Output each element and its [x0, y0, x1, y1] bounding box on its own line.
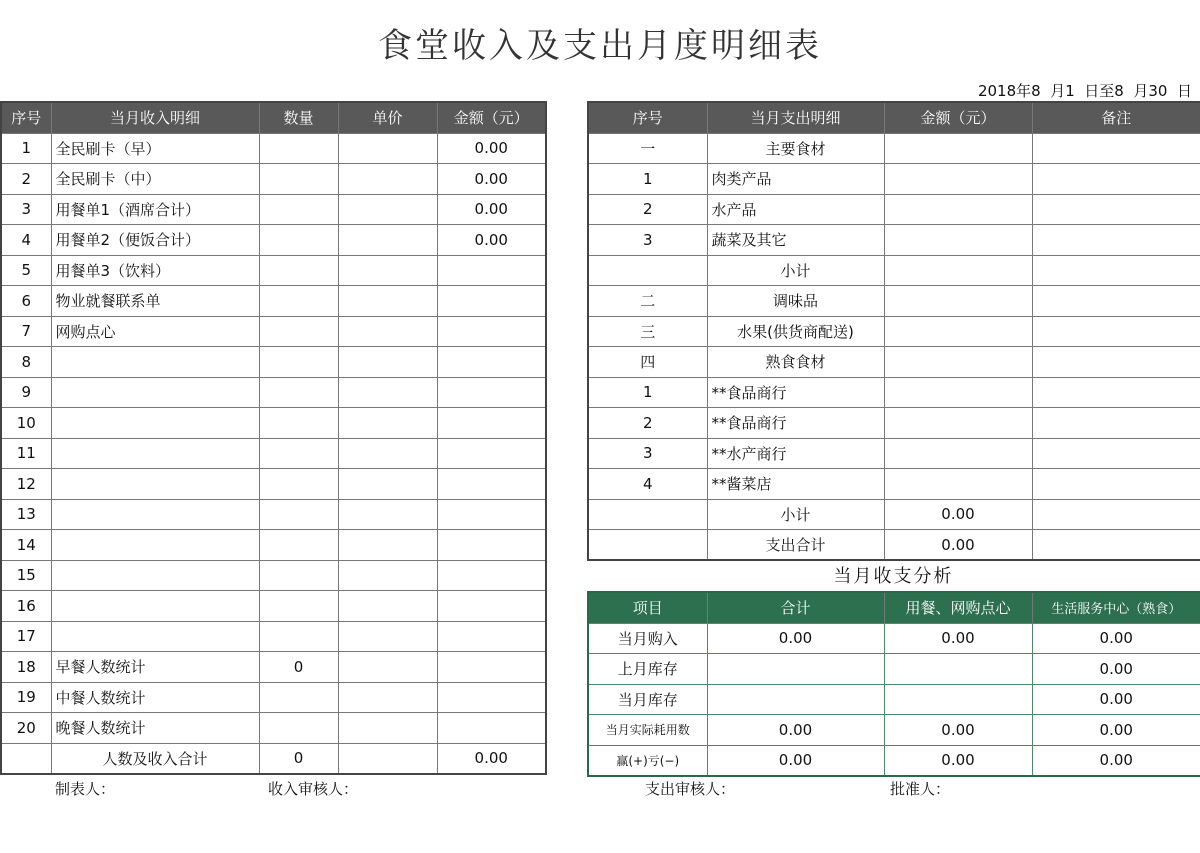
amount-cell[interactable] [437, 591, 546, 622]
index-cell[interactable]: 四 [588, 347, 707, 378]
expense-item-cell[interactable]: 支出合计 [707, 530, 884, 561]
amount-cell[interactable] [437, 377, 546, 408]
meal-cell[interactable]: 0.00 [884, 745, 1032, 776]
qty-cell[interactable] [259, 255, 338, 286]
note-cell[interactable] [1032, 255, 1200, 286]
income-item-cell[interactable]: 晚餐人数统计 [51, 713, 259, 744]
qty-cell[interactable] [259, 164, 338, 195]
amount-cell[interactable] [884, 194, 1032, 225]
price-cell[interactable] [338, 133, 437, 164]
amount-cell[interactable] [437, 286, 546, 317]
expense-item-cell[interactable]: 调味品 [707, 286, 884, 317]
income-total-row [1, 743, 546, 774]
amount-cell[interactable] [437, 499, 546, 530]
index-cell[interactable]: 二 [588, 286, 707, 317]
note-cell[interactable] [1032, 408, 1200, 439]
index-cell[interactable]: 14 [1, 530, 51, 561]
price-cell[interactable] [338, 560, 437, 591]
table-row [588, 623, 1200, 654]
table-row [588, 377, 1200, 408]
qty-cell[interactable] [259, 316, 338, 347]
expense-item-cell[interactable]: **酱菜店 [707, 469, 884, 500]
table-row [1, 713, 546, 744]
price-cell[interactable] [338, 408, 437, 439]
price-cell[interactable] [338, 499, 437, 530]
note-cell[interactable] [1032, 133, 1200, 164]
qty-cell[interactable] [259, 225, 338, 256]
table-row [1, 560, 546, 591]
analysis-item-cell[interactable]: 当月库存 [588, 684, 707, 715]
qty-cell[interactable] [259, 133, 338, 164]
header-cell: 用餐、网购点心 [884, 592, 1032, 623]
index-cell[interactable]: 一 [588, 133, 707, 164]
amount-cell[interactable] [437, 438, 546, 469]
qty-cell[interactable] [259, 499, 338, 530]
table-row [588, 715, 1200, 746]
header-cell: 数量 [259, 102, 338, 133]
amount-cell[interactable] [437, 316, 546, 347]
index-cell[interactable]: 10 [1, 408, 51, 439]
note-cell[interactable] [1032, 438, 1200, 469]
index-cell[interactable]: 9 [1, 377, 51, 408]
table-row [1, 347, 546, 378]
amount-cell[interactable]: 0.00 [437, 164, 546, 195]
expense-item-cell[interactable]: 水果(供货商配送) [707, 316, 884, 347]
qty-cell[interactable] [259, 560, 338, 591]
table-row [1, 408, 546, 439]
income-item-cell[interactable]: 物业就餐联系单 [51, 286, 259, 317]
amount-cell[interactable] [884, 316, 1032, 347]
income-item-cell[interactable] [51, 621, 259, 652]
table-row [1, 164, 546, 195]
expense-item-cell[interactable]: **水产商行 [707, 438, 884, 469]
price-cell[interactable] [338, 469, 437, 500]
table-row [588, 225, 1200, 256]
note-cell[interactable] [1032, 194, 1200, 225]
amount-cell[interactable] [437, 255, 546, 286]
amount-cell[interactable] [437, 408, 546, 439]
qty-cell[interactable] [259, 408, 338, 439]
expense-header-row [588, 102, 1200, 133]
price-cell[interactable] [338, 255, 437, 286]
index-cell[interactable]: 6 [1, 286, 51, 317]
maker-label: 制表人： [55, 780, 116, 798]
analysis-table [587, 591, 1200, 777]
amount-cell[interactable] [437, 560, 546, 591]
qty-cell[interactable] [259, 286, 338, 317]
amount-cell[interactable] [437, 713, 546, 744]
index-cell[interactable] [588, 530, 707, 561]
index-cell[interactable]: 2 [1, 164, 51, 195]
analysis-item-cell[interactable]: 当月实际耗用数 [588, 715, 707, 746]
income-item-cell[interactable] [51, 408, 259, 439]
approver-label: 批准人： [890, 780, 951, 798]
table-row [1, 591, 546, 622]
table-row [1, 682, 546, 713]
table-row [1, 499, 546, 530]
income-item-cell[interactable] [51, 530, 259, 561]
index-cell[interactable]: 12 [1, 469, 51, 500]
index-cell[interactable]: 1 [1, 133, 51, 164]
analysis-item-cell[interactable]: 当月购入 [588, 623, 707, 654]
header-cell: 序号 [1, 102, 51, 133]
total-cell[interactable]: 0.00 [707, 745, 884, 776]
amount-cell[interactable] [884, 164, 1032, 195]
table-row [1, 621, 546, 652]
index-cell[interactable]: 15 [1, 560, 51, 591]
expense-auditor-label: 支出审核人： [645, 780, 736, 798]
qty-cell[interactable] [259, 591, 338, 622]
note-cell[interactable] [1032, 164, 1200, 195]
qty-cell[interactable] [259, 377, 338, 408]
income-item-cell[interactable] [51, 591, 259, 622]
total-qty-cell[interactable]: 0 [259, 743, 338, 774]
income-header-row [1, 102, 546, 133]
total-cell[interactable]: 0.00 [707, 715, 884, 746]
price-cell[interactable] [338, 652, 437, 683]
index-cell[interactable]: 3 [588, 225, 707, 256]
index-cell[interactable]: 4 [1, 225, 51, 256]
index-cell[interactable]: 2 [588, 194, 707, 225]
header-cell: 单价 [338, 102, 437, 133]
index-cell[interactable]: 17 [1, 621, 51, 652]
income-item-cell[interactable] [51, 377, 259, 408]
index-cell[interactable]: 4 [588, 469, 707, 500]
total-index-cell[interactable] [1, 743, 51, 774]
total-label-cell[interactable]: 人数及收入合计 [51, 743, 259, 774]
expense-item-cell[interactable]: 主要食材 [707, 133, 884, 164]
header-cell: 当月收入明细 [51, 102, 259, 133]
amount-cell[interactable] [884, 286, 1032, 317]
price-cell[interactable] [338, 164, 437, 195]
header-cell: 当月支出明细 [707, 102, 884, 133]
index-cell[interactable] [588, 499, 707, 530]
table-row [588, 316, 1200, 347]
note-cell[interactable] [1032, 286, 1200, 317]
table-row [1, 438, 546, 469]
income-item-cell[interactable]: 全民刷卡（中） [51, 164, 259, 195]
table-row [588, 499, 1200, 530]
price-cell[interactable] [338, 194, 437, 225]
note-cell[interactable] [1032, 499, 1200, 530]
index-cell[interactable] [588, 255, 707, 286]
amount-cell[interactable]: 0.00 [437, 194, 546, 225]
table-row [588, 255, 1200, 286]
amount-cell[interactable] [437, 347, 546, 378]
qty-cell[interactable] [259, 194, 338, 225]
price-cell[interactable] [338, 225, 437, 256]
expense-item-cell[interactable]: **食品商行 [707, 408, 884, 439]
amount-cell[interactable] [884, 377, 1032, 408]
index-cell[interactable]: 5 [1, 255, 51, 286]
table-row [588, 684, 1200, 715]
table-row [588, 469, 1200, 500]
amount-cell[interactable] [884, 469, 1032, 500]
expense-item-cell[interactable]: **食品商行 [707, 377, 884, 408]
amount-cell[interactable]: 0.00 [437, 225, 546, 256]
total-price-cell[interactable] [338, 743, 437, 774]
table-row [1, 133, 546, 164]
amount-cell[interactable] [884, 133, 1032, 164]
service-center-cell[interactable]: 0.00 [1032, 654, 1200, 685]
header-cell: 项目 [588, 592, 707, 623]
index-cell[interactable]: 18 [1, 652, 51, 683]
income-table [0, 101, 547, 775]
expense-item-cell[interactable]: 小计 [707, 499, 884, 530]
table-row [588, 530, 1200, 561]
price-cell[interactable] [338, 591, 437, 622]
qty-cell[interactable]: 0 [259, 652, 338, 683]
amount-cell[interactable] [884, 347, 1032, 378]
index-cell[interactable]: 16 [1, 591, 51, 622]
amount-cell[interactable]: 0.00 [884, 499, 1032, 530]
meal-cell[interactable]: 0.00 [884, 715, 1032, 746]
amount-cell[interactable] [437, 530, 546, 561]
amount-cell[interactable] [437, 682, 546, 713]
qty-cell[interactable] [259, 347, 338, 378]
table-row [588, 347, 1200, 378]
amount-cell[interactable] [884, 408, 1032, 439]
date-range: 2018年8 月1 日至8 月30 日 [977, 82, 1192, 100]
header-cell: 序号 [588, 102, 707, 133]
header-cell: 金额（元） [437, 102, 546, 133]
header-cell: 生活服务中心（熟食） [1032, 592, 1200, 623]
index-cell[interactable]: 8 [1, 347, 51, 378]
income-item-cell[interactable] [51, 438, 259, 469]
total-cell[interactable]: 0.00 [707, 623, 884, 654]
page-title: 食堂收入及支出月度明细表 [378, 26, 822, 66]
amount-cell[interactable] [884, 255, 1032, 286]
meal-cell[interactable]: 0.00 [884, 623, 1032, 654]
total-cell[interactable] [707, 684, 884, 715]
note-cell[interactable] [1032, 469, 1200, 500]
index-cell[interactable]: 三 [588, 316, 707, 347]
header-cell: 金额（元） [884, 102, 1032, 133]
index-cell[interactable]: 1 [588, 164, 707, 195]
amount-cell[interactable] [437, 621, 546, 652]
qty-cell[interactable] [259, 469, 338, 500]
service-center-cell[interactable]: 0.00 [1032, 623, 1200, 654]
income-item-cell[interactable]: 全民刷卡（早） [51, 133, 259, 164]
price-cell[interactable] [338, 347, 437, 378]
income-item-cell[interactable]: 中餐人数统计 [51, 682, 259, 713]
service-center-cell[interactable]: 0.00 [1032, 684, 1200, 715]
table-row [1, 530, 546, 561]
amount-cell[interactable] [884, 225, 1032, 256]
price-cell[interactable] [338, 316, 437, 347]
income-item-cell[interactable] [51, 560, 259, 591]
note-cell[interactable] [1032, 225, 1200, 256]
meal-cell[interactable] [884, 684, 1032, 715]
index-cell[interactable]: 3 [1, 194, 51, 225]
index-cell[interactable]: 2 [588, 408, 707, 439]
analysis-item-cell[interactable]: 赢(+)亏(−) [588, 745, 707, 776]
income-auditor-label: 收入审核人： [268, 780, 359, 798]
header-cell: 合计 [707, 592, 884, 623]
table-row [1, 255, 546, 286]
qty-cell[interactable] [259, 713, 338, 744]
qty-cell[interactable] [259, 682, 338, 713]
amount-cell[interactable]: 0.00 [884, 530, 1032, 561]
index-cell[interactable]: 19 [1, 682, 51, 713]
expense-item-cell[interactable]: 水产品 [707, 194, 884, 225]
table-row [1, 652, 546, 683]
note-cell[interactable] [1032, 530, 1200, 561]
qty-cell[interactable] [259, 438, 338, 469]
service-center-cell[interactable]: 0.00 [1032, 715, 1200, 746]
income-item-cell[interactable]: 用餐单1（酒席合计） [51, 194, 259, 225]
index-cell[interactable]: 20 [1, 713, 51, 744]
expense-item-cell[interactable]: 肉类产品 [707, 164, 884, 195]
amount-cell[interactable] [437, 652, 546, 683]
expense-item-cell[interactable]: 熟食食材 [707, 347, 884, 378]
income-item-cell[interactable]: 用餐单3（饮料） [51, 255, 259, 286]
price-cell[interactable] [338, 621, 437, 652]
expense-item-cell[interactable]: 蔬菜及其它 [707, 225, 884, 256]
table-row [588, 133, 1200, 164]
index-cell[interactable]: 1 [588, 377, 707, 408]
qty-cell[interactable] [259, 621, 338, 652]
price-cell[interactable] [338, 286, 437, 317]
index-cell[interactable]: 3 [588, 438, 707, 469]
price-cell[interactable] [338, 713, 437, 744]
note-cell[interactable] [1032, 377, 1200, 408]
index-cell[interactable]: 13 [1, 499, 51, 530]
income-item-cell[interactable]: 早餐人数统计 [51, 652, 259, 683]
analysis-header-row [588, 592, 1200, 623]
analysis-item-cell[interactable]: 上月库存 [588, 654, 707, 685]
price-cell[interactable] [338, 438, 437, 469]
index-cell[interactable]: 11 [1, 438, 51, 469]
table-row [1, 316, 546, 347]
table-row [588, 654, 1200, 685]
table-row [588, 194, 1200, 225]
header-cell: 备注 [1032, 102, 1200, 133]
table-row [588, 164, 1200, 195]
index-cell[interactable]: 7 [1, 316, 51, 347]
income-item-cell[interactable] [51, 469, 259, 500]
expense-table [587, 101, 1200, 561]
analysis-title: 当月收支分析 [833, 566, 954, 587]
amount-cell[interactable]: 0.00 [437, 133, 546, 164]
income-item-cell[interactable] [51, 499, 259, 530]
price-cell[interactable] [338, 682, 437, 713]
table-row [1, 377, 546, 408]
meal-cell[interactable] [884, 654, 1032, 685]
table-row [588, 745, 1200, 776]
qty-cell[interactable] [259, 530, 338, 561]
table-row [1, 225, 546, 256]
price-cell[interactable] [338, 530, 437, 561]
total-amount-cell[interactable]: 0.00 [437, 743, 546, 774]
income-item-cell[interactable]: 用餐单2（便饭合计） [51, 225, 259, 256]
income-item-cell[interactable] [51, 347, 259, 378]
service-center-cell[interactable]: 0.00 [1032, 745, 1200, 776]
table-row [588, 408, 1200, 439]
amount-cell[interactable] [437, 469, 546, 500]
table-row [588, 286, 1200, 317]
price-cell[interactable] [338, 377, 437, 408]
income-item-cell[interactable]: 网购点心 [51, 316, 259, 347]
table-row [1, 194, 546, 225]
expense-item-cell[interactable]: 小计 [707, 255, 884, 286]
amount-cell[interactable] [884, 438, 1032, 469]
note-cell[interactable] [1032, 347, 1200, 378]
table-row [1, 286, 546, 317]
note-cell[interactable] [1032, 316, 1200, 347]
table-row [1, 469, 546, 500]
table-row [588, 438, 1200, 469]
total-cell[interactable] [707, 654, 884, 685]
